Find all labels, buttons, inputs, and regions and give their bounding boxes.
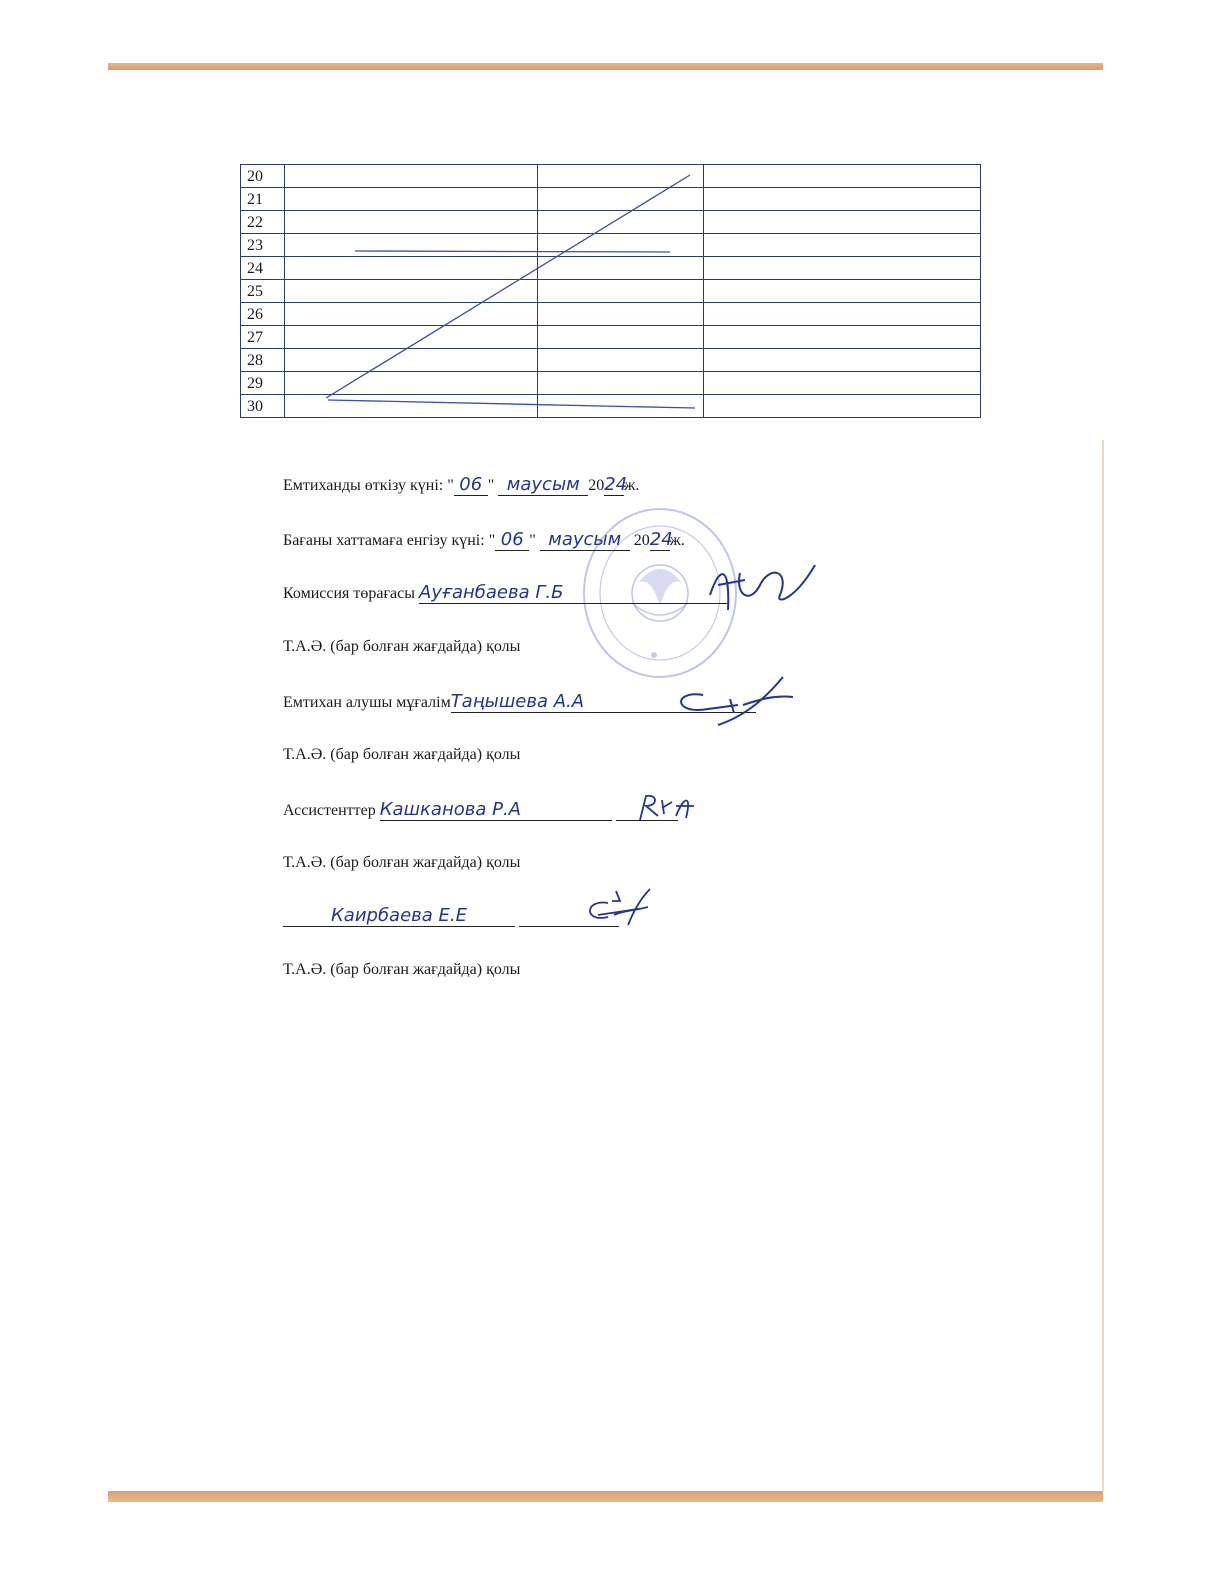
teacher-label: Емтихан алушы мұғалім [283,694,451,711]
exam-date-year-prefix: 20 [588,477,605,494]
exam-date-line [283,474,639,496]
grades-table [240,164,981,418]
commission-name: Ауғанбаева Г.Б [419,582,579,604]
grade-date-label: Бағаны хаттамаға енгізу күні: " [283,532,496,549]
row-number: 23 [241,234,285,257]
row-number: 22 [241,211,285,234]
row-number: 26 [241,303,285,326]
teacher-name: Таңышева А.А [451,691,626,713]
table-row [241,326,981,349]
assistant1-name: Кашканова Р.А [380,799,612,821]
table-row [241,188,981,211]
row-number: 27 [241,326,285,349]
row-number: 25 [241,280,285,303]
table-row [241,211,981,234]
grade-date-line [283,529,685,551]
grade-date-year-prefix: 20 [633,532,650,549]
assistant1-line [283,799,678,821]
row-number: 20 [241,165,285,188]
table-row [241,303,981,326]
assistant2-caption: Т.А.Ә. (бар болған жағдайда) қолы [283,961,521,978]
paper-bottom-edge [108,1491,1103,1502]
commission-line [283,582,729,604]
assistant2-line [283,905,619,927]
exam-date-day: 06 [454,474,488,496]
row-number: 21 [241,188,285,211]
row-number: 29 [241,372,285,395]
row-number: 28 [241,349,285,372]
table-row [241,257,981,280]
table-row [241,280,981,303]
exam-date-month: маусым [498,474,588,496]
teacher-line [283,691,756,713]
table-row [241,349,981,372]
assistants-label: Ассистенттер [283,802,376,819]
row-number: 24 [241,257,285,280]
table-row [241,234,981,257]
table-row [241,165,981,188]
paper-top-edge [108,63,1103,70]
table-row [241,395,981,418]
commission-label: Комиссия төрағасы [283,585,415,602]
grade-date-day: 06 [495,529,529,551]
grade-date-suffix: ж. [669,532,685,549]
table-row [241,372,981,395]
exam-date-label: Емтиханды өткізу күні: " [283,477,454,494]
exam-date-suffix: ж. [624,477,640,494]
grade-date-year-suffix: 24 [649,529,673,550]
grade-date-quote: " [529,532,536,549]
teacher-caption: Т.А.Ә. (бар болған жағдайда) қолы [283,746,521,763]
commission-caption: Т.А.Ә. (бар болған жағдайда) қолы [283,638,521,655]
assistant2-name: Каирбаева Е.Е [283,905,515,927]
assistant1-caption: Т.А.Ә. (бар болған жағдайда) қолы [283,854,521,871]
exam-date-quote: " [487,477,495,494]
grade-date-month: маусым [540,529,630,551]
paper-right-edge [1102,440,1104,1492]
row-number: 30 [241,395,285,418]
exam-date-year-suffix: 24 [604,474,628,495]
